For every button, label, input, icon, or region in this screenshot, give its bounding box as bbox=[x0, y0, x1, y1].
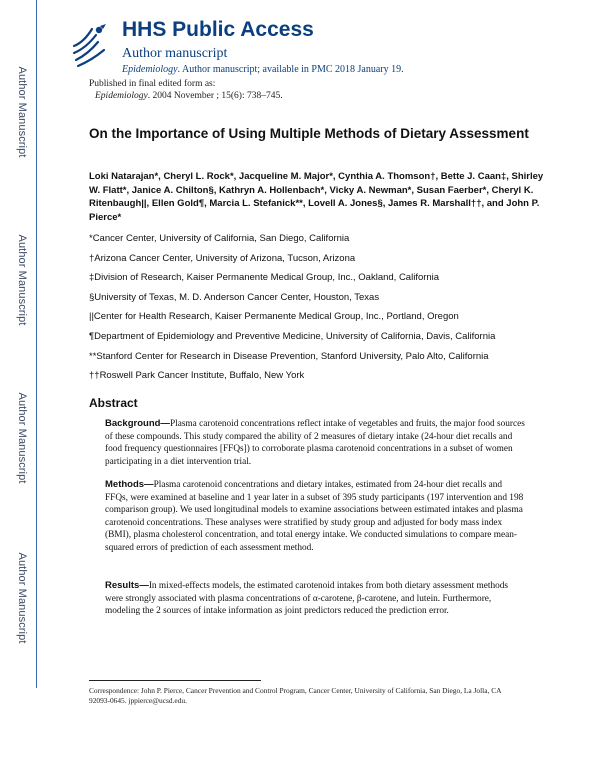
affiliations bbox=[89, 232, 559, 389]
background-text: Plasma carotenoid concentrations reflect intake of vegetables and fruits, the major food sources of these compounds. This study compared the ability of 2 measures of dietary intake (24-hour diet recalls and food frequency questionnaires [FFQs]) to corroborate plasma carotenoid concentrations in a subset of women participating in a diet intervention trial. bbox=[105, 419, 525, 467]
affiliation: ¶Department of Epidemiology and Preventive Medicine, University of California, Davis, California bbox=[89, 330, 496, 342]
footnote-rule bbox=[89, 680, 261, 681]
abstract-methods bbox=[105, 479, 525, 555]
affiliation: ||Center for Health Research, Kaiser Permanente Medical Group, Inc., Portland, Oregon bbox=[89, 311, 459, 323]
journal-name: Epidemiology bbox=[122, 64, 178, 75]
abstract-heading: Abstract bbox=[89, 396, 138, 410]
hhs-eagle-logo-icon bbox=[70, 20, 110, 70]
publication-info bbox=[89, 78, 283, 102]
abstract-background bbox=[105, 418, 525, 468]
published-label: Published in final edited form as: bbox=[89, 79, 216, 89]
citation-details: . 2004 November ; 15(6): 738–745. bbox=[147, 91, 283, 101]
methods-text: Plasma carotenoid concentrations and dietary intakes, estimated from 24-hour diet recalls and FFQs, were examined at baseline and 1 year later in a subset of 395 study participants (197 intervention and 198 comparison group). We used longitudinal models to examine associations between estimated intakes and plasma carotenoid concentrations. These analyses were stratified by study group and adjusted for body mass index (BMI), plasma cholesterol concentration, and total energy intake. We conducted simulations to compare mean-squared errors of prediction of each assessment method. bbox=[105, 480, 524, 553]
abstract-results bbox=[105, 580, 525, 618]
availability-line bbox=[122, 64, 404, 75]
affiliation: *Cancer Center, University of California, San Diego, California bbox=[89, 233, 350, 244]
methods-label: Methods— bbox=[105, 479, 154, 490]
author-manuscript-sidebar: Author Manuscript Author Manuscript Author Manuscript Author Manuscript bbox=[0, 0, 48, 776]
citation-journal: Epidemiology bbox=[95, 91, 148, 101]
author-list: Loki Natarajan*, Cheryl L. Rock*, Jacqueline M. Major*, Cynthia A. Thomson†, Bette J. Caan‡, Shirley W. Flatt*, Janice A. Chilton§, Kathryn A. Hollenbach*, Vicky A. Newman*, Susan Faerber*, Cheryl K. Ritenbaugh||, Ellen Gold¶, Marcia L. Stefanick**, Lovell A. Jones§, James R. Marshall††, and John P. Pierce* bbox=[89, 171, 544, 223]
affiliation: §University of Texas, M. D. Anderson Cancer Center, Houston, Texas bbox=[89, 291, 380, 303]
affiliation: †Arizona Cancer Center, University of Arizona, Tucson, Arizona bbox=[89, 252, 356, 264]
affiliation: ††Roswell Park Cancer Institute, Buffalo, New York bbox=[89, 370, 305, 382]
results-label: Results— bbox=[105, 580, 149, 591]
background-label: Background— bbox=[105, 418, 170, 429]
hhs-header bbox=[70, 8, 570, 75]
affiliation: **Stanford Center for Research in Disease Prevention, Stanford University, Palo Alto, California bbox=[89, 350, 489, 362]
affiliation: ‡Division of Research, Kaiser Permanente Medical Group, Inc., Oakland, California bbox=[89, 272, 440, 284]
results-text: In mixed-effects models, the estimated carotenoid intakes from both dietary assessment methods were strongly associated with plasma concentrations of α-carotene, β-carotene, and lutein. Furthermore, modeling the 2 sources of intake information as joint predictors reduced the prediction error. bbox=[105, 581, 509, 617]
hhs-title: HHS Public Access bbox=[122, 18, 314, 41]
paper-title: On the Importance of Using Multiple Methods of Dietary Assessment bbox=[89, 126, 529, 141]
author-manuscript-label: Author manuscript bbox=[122, 46, 228, 61]
citation bbox=[89, 90, 283, 102]
sidebar-rule bbox=[36, 0, 37, 688]
correspondence-footnote: Correspondence: John P. Pierce, Cancer Prevention and Control Program, Cancer Center, University of California, San Diego, La Jolla, CA 92093-0645. jppierce@ucsd.edu. bbox=[89, 686, 502, 705]
availability-text: . Author manuscript; available in PMC 2018 January 19. bbox=[177, 64, 404, 75]
